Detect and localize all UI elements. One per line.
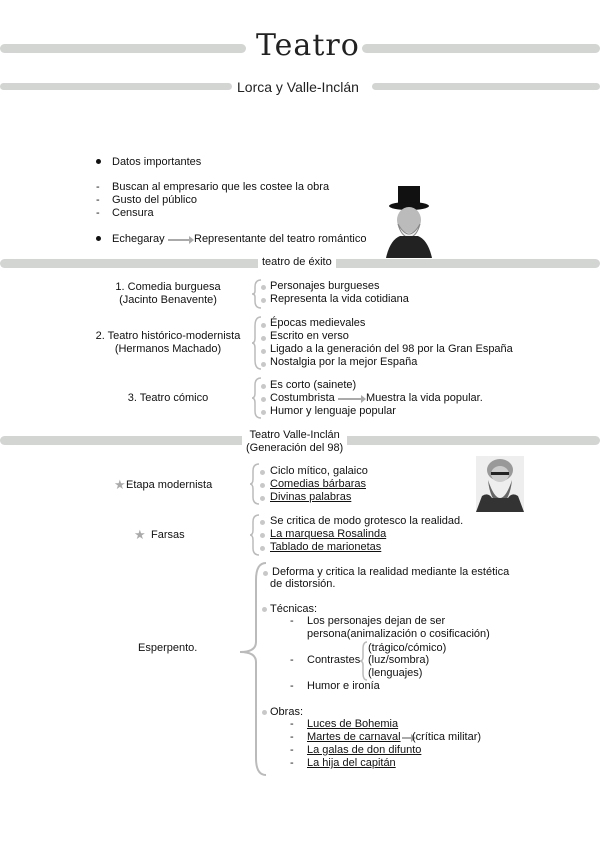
bullet-icon [96, 236, 101, 241]
bullet-icon [261, 323, 266, 328]
dash: - [290, 718, 294, 730]
group-item: Personajes burgueses [270, 280, 380, 292]
intro-item: Buscan al empresario que les costee la obra [112, 181, 330, 193]
group-item: Ligado a la generación del 98 por la Gran España [270, 343, 513, 355]
dash: - [290, 615, 294, 627]
page-subtitle: Lorca y Valle-Inclán [237, 79, 359, 95]
dash: - [290, 654, 294, 666]
section-label-valle-1: Teatro Valle-Inclán [249, 429, 340, 441]
group-name: 1. Comedia burguesa [115, 281, 221, 293]
esperpento-desc: de distorsión. [270, 578, 336, 590]
bullet-icon [261, 384, 266, 389]
subtitle-bar-right [372, 83, 600, 90]
obra-item: La galas de don difunto [307, 744, 422, 756]
bullet-icon [261, 349, 266, 354]
title-bar-right [362, 44, 600, 53]
section-label-exito: teatro de éxito [258, 256, 336, 268]
page-title: Teatro [256, 28, 360, 63]
contrast-item: (luz/sombra) [368, 654, 430, 666]
group-subname: (Hermanos Machado) [114, 343, 222, 355]
section-label-valle-2: (Generación del 98) [246, 442, 344, 454]
intro-heading: Datos importantes [112, 156, 202, 168]
bullet-icon [261, 397, 266, 402]
group-name: 2. Teatro histórico-modernista [95, 330, 241, 342]
subtitle-bar-left [0, 83, 232, 90]
bullet-icon [260, 546, 265, 551]
group-item: Es corto (sainete) [270, 379, 357, 391]
dash: - [290, 757, 294, 769]
echegaray-note: Representante del teatro romántico [194, 233, 367, 245]
group-subname: (Jacinto Benavente) [119, 294, 217, 306]
bullet-icon [261, 298, 266, 303]
arrow-icon [402, 737, 412, 739]
farsas-item: Se critica de modo grotesco la realidad. [270, 515, 464, 527]
obra-item: La hija del capitán [307, 757, 396, 769]
tecnicas-label: Técnicas: [270, 603, 318, 615]
esperpento-desc: Deforma y critica la realidad mediante la estética [272, 566, 510, 578]
etapa-work: Comedias bárbaras [270, 478, 366, 490]
bullet-icon [261, 285, 266, 290]
arrow-icon [168, 239, 190, 241]
star-icon: ★ [134, 527, 146, 542]
obra-item: Luces de Bohemia [307, 718, 399, 730]
group-item: Nostalgia por la mejor España [270, 356, 418, 368]
star-icon: ★ [114, 477, 126, 492]
bullet-icon [260, 520, 265, 525]
farsas-work: Tablado de marionetas [270, 541, 382, 553]
arrow-icon [338, 398, 362, 400]
portrait-illustration [384, 186, 434, 258]
group-item: Escrito en verso [270, 330, 349, 342]
brace-icon [250, 463, 260, 505]
group-item: Humor y lenguaje popular [270, 405, 396, 417]
dash: - [290, 744, 294, 756]
farsas-work: La marquesa Rosalinda [270, 528, 387, 540]
bullet-icon [260, 470, 265, 475]
bullet-icon [262, 607, 267, 612]
farsas-name: Farsas [151, 529, 185, 541]
obra-item: Martes de carnaval [307, 731, 401, 743]
title-bar-left [0, 44, 246, 53]
martes-note: (crítica militar) [412, 731, 482, 743]
brace-icon [360, 641, 368, 681]
costumbrista-note: Muestra la vida popular. [366, 392, 483, 404]
dash: - [290, 731, 294, 743]
portrait-illustration [476, 456, 524, 512]
bullet-icon [261, 336, 266, 341]
dash: - [290, 680, 294, 692]
tecnica-item: persona(animalización o cosificación) [307, 628, 490, 640]
etapa-item: Ciclo mítico, galaico [270, 465, 368, 477]
contrastes-label: Contrastes [307, 654, 361, 666]
obras-label: Obras: [270, 706, 304, 718]
bullet-icon [261, 410, 266, 415]
section-label-valle [242, 429, 347, 455]
etapa-work: Divinas palabras [270, 491, 352, 503]
humor-item: Humor e ironía [307, 680, 380, 692]
esperpento-name: Esperpento. [138, 642, 198, 654]
bullet-icon [261, 362, 266, 367]
contrast-item: (lenguajes) [368, 667, 423, 679]
bullet-icon [263, 571, 268, 576]
brace-icon [250, 514, 260, 556]
group-item: Representa la vida cotidiana [270, 293, 409, 305]
etapa-name: Etapa modernista [126, 479, 213, 491]
dash: - [96, 181, 100, 193]
bullet-icon [96, 159, 101, 164]
intro-item: Censura [112, 207, 154, 219]
contrast-item: (trágico/cómico) [368, 642, 447, 654]
bullet-icon [260, 483, 265, 488]
bullet-icon [260, 496, 265, 501]
tecnica-item: Los personajes dejan de ser [307, 615, 446, 627]
group-name: 3. Teatro cómico [127, 392, 209, 404]
group-item: Costumbrista [270, 392, 335, 404]
echegaray-label: Echegaray [112, 233, 165, 245]
bullet-icon [262, 710, 267, 715]
intro-item: Gusto del público [112, 194, 197, 206]
brace-icon [252, 279, 262, 309]
dash: - [96, 194, 100, 206]
bullet-icon [260, 533, 265, 538]
dash: - [96, 207, 100, 219]
big-brace-icon [238, 562, 268, 776]
group-item: Épocas medievales [270, 317, 366, 329]
